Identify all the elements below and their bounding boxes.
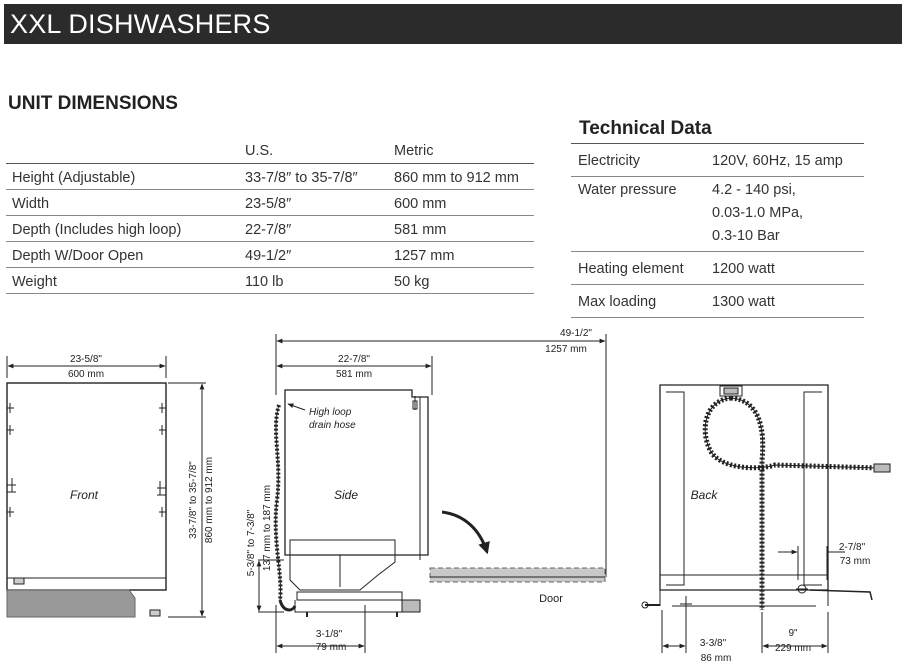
table-row [6, 241, 534, 267]
side-depth-open-us: 49-1/2" [560, 328, 592, 339]
row-us-value: 33-7/8″ to 35-7/8″ [240, 163, 389, 189]
side-kick-metric: 137 mm to 187 mm [262, 484, 273, 572]
row-value [704, 252, 864, 285]
side-foot-us: 3-1/8" [315, 629, 343, 640]
value-line: 4.2 - 140 psi, [712, 182, 796, 198]
page-title: XXL DISHWASHERS [10, 9, 271, 39]
row-us-value: 110 lb [240, 267, 389, 293]
title-bar [4, 4, 902, 44]
row-metric-value: 581 mm [389, 215, 534, 241]
row-metric-value: 1257 mm [389, 241, 534, 267]
front-height-metric: 860 mm to 912 mm [204, 456, 215, 544]
column-header-us: U.S. [240, 141, 389, 163]
technical-data-table [571, 143, 864, 318]
unit-dimensions-table [6, 141, 534, 294]
row-value [704, 285, 864, 318]
side-depth-open-metric: 1257 mm [545, 344, 587, 355]
table-row [571, 252, 864, 285]
row-us-value: 49-1/2″ [240, 241, 389, 267]
row-metric-value: 600 mm [389, 189, 534, 215]
row-label: Weight [6, 267, 240, 293]
row-label: Height (Adjustable) [6, 163, 240, 189]
value-line: 0.3-10 Bar [712, 228, 780, 244]
back-right-offset-us: 2-7/8" [838, 542, 866, 553]
technical-data-heading: Technical Data [579, 118, 712, 139]
front-height-us: 33-7/8" to 35-7/8" [188, 461, 199, 539]
row-label: Heating element [571, 252, 704, 285]
back-label: Back [690, 488, 718, 502]
row-value [704, 177, 864, 252]
hose-label-line1: High loop [309, 407, 352, 418]
unit-dimensions-heading: UNIT DIMENSIONS [8, 93, 178, 114]
row-label: Width [6, 189, 240, 215]
row-label: Depth (Includes high loop) [6, 215, 240, 241]
value-line: 0.03-1.0 MPa, [712, 205, 804, 221]
column-header [6, 141, 240, 163]
front-width-metric: 600 mm [67, 369, 105, 380]
row-metric-value: 860 mm to 912 mm [389, 163, 534, 189]
door-label: Door [539, 593, 563, 605]
side-depth-metric: 581 mm [335, 369, 373, 380]
table-row [6, 215, 534, 241]
back-left-offset-metric: 86 mm [700, 653, 732, 664]
table-row [571, 285, 864, 318]
back-right-offset-metric: 73 mm [839, 556, 871, 567]
side-foot-metric: 79 mm [315, 642, 347, 653]
row-metric-value: 50 kg [389, 267, 534, 293]
row-label: Electricity [571, 144, 704, 177]
back-view [642, 385, 890, 653]
side-depth-us: 22-7/8" [338, 354, 370, 365]
row-value [704, 144, 864, 177]
back-bottom-offset-us: 9" [788, 628, 798, 639]
side-label: Side [333, 488, 359, 502]
table-row [6, 189, 534, 215]
front-width-us: 23-5/8" [70, 354, 102, 365]
row-label: Max loading [571, 285, 704, 318]
column-header-metric: Metric [389, 141, 534, 163]
table-row [571, 144, 864, 177]
table-row [6, 163, 534, 189]
row-us-value: 22-7/8″ [240, 215, 389, 241]
row-label: Water pressure [571, 177, 704, 252]
row-us-value: 23-5/8″ [240, 189, 389, 215]
table-header-row [6, 141, 534, 163]
front-label: Front [69, 488, 99, 502]
back-left-offset-us: 3-3/8" [699, 638, 727, 649]
value-line: 1300 watt [712, 294, 775, 310]
side-view [258, 334, 606, 653]
side-kick-us: 5-3/8" to 7-3/8" [246, 509, 257, 577]
back-bottom-offset-metric: 229 mm [774, 643, 812, 654]
hose-label-line2: drain hose [309, 420, 356, 431]
value-line: 120V, 60Hz, 15 amp [712, 153, 843, 169]
table-row [571, 177, 864, 252]
value-line: 1200 watt [712, 261, 775, 277]
dimension-diagrams [0, 320, 907, 668]
front-view [7, 356, 206, 617]
table-row [6, 267, 534, 293]
row-label: Depth W/Door Open [6, 241, 240, 267]
